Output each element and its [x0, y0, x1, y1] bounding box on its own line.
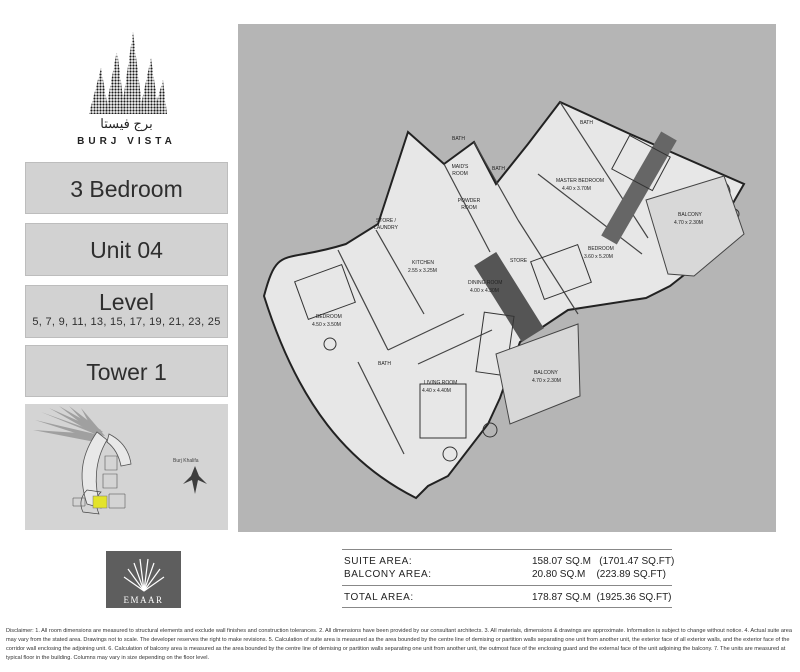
emaar-logo-text: EMAAR: [123, 595, 164, 605]
room-master-bedroom-size: 4.40 x 3.70M: [562, 186, 591, 192]
total-area-label: TOTAL AREA:: [344, 592, 414, 603]
room-powder-room-label: POWDER ROOM: [457, 198, 481, 211]
bedroom-count-panel: 3 Bedroom: [25, 162, 228, 214]
room-balcony-size: 4.70 x 2.30M: [674, 220, 703, 226]
area-table-top-rule: [342, 549, 672, 550]
burj-khalifa-label: Burj Khalifa: [173, 458, 199, 464]
room-store-label: STORE: [510, 258, 528, 264]
brand-arabic-name: برج فيستا: [100, 116, 153, 131]
room-balcony-size: 4.70 x 2.30M: [532, 378, 561, 384]
room-balcony-label: BALCONY: [534, 370, 558, 376]
room-bedroom-label: BEDROOM: [588, 246, 614, 252]
tower-logo-icon: [87, 28, 169, 116]
room-maids-room-label: MAID'S ROOM: [451, 164, 469, 177]
area-table-mid-rule: [342, 585, 672, 586]
suite-area-label: SUITE AREA:: [344, 556, 413, 567]
burj-vista-logo: [25, 24, 228, 156]
room-bath-label: BATH: [492, 166, 505, 172]
total-area-value: 178.87 SQ.M (1925.36 SQ.FT): [532, 592, 672, 603]
floor-plan: [238, 24, 776, 532]
room-bedroom-size: 4.50 x 3.50M: [312, 322, 341, 328]
suite-area-value: 158.07 SQ.M (1701.47 SQ.FT): [532, 556, 675, 567]
area-table-bottom-rule: [342, 607, 672, 608]
disclaimer-text: Disclaimer: 1. All room dimensions are measured to structural elements and exclude wall finishes and construction tolerances. 2. All dimensions have been provided by our consultant architects. 3. All materials, dimensions & drawings are approximate. Information is subject to change without notice. 4. Actual suite area may vary from the stated area. Drawings not to scale. The developer reserves the right to make revisions. 5. Calculation of suite area is measured as the area bounded by the centre line of demising or partition walls separating one unit from another unit, the exterior face of all exterior walls, and the exterior face of the corridor wall enclosing the adjoining unit. 6. Calculation of balcony area is measured as the area bounded by the centre line of demising or partition walls separating one unit from another unit, the outmost face of the enclosing guard and the external face of the unit adjoining the balcony. 7. The units are measured at typical floor in the building. Columns may vary in size depending on the floor level.: [6, 628, 793, 661]
level-panel: [25, 285, 228, 338]
key-plan: [25, 404, 228, 530]
room-balcony-label: BALCONY: [678, 212, 702, 218]
burj-khalifa-icon: [183, 466, 207, 494]
level-title: Level: [99, 289, 154, 315]
level-list: 5, 7, 9, 11, 13, 15, 17, 19, 21, 23, 25: [32, 316, 221, 328]
balcony-area-value: 20.80 SQ.M (223.89 SQ.FT): [532, 569, 666, 580]
room-bedroom-label: BEDROOM: [316, 314, 342, 320]
brand-english-name: BURJ VISTA: [77, 136, 176, 147]
emaar-logo: [106, 551, 181, 608]
room-bedroom-size: 3.60 x 5.20M: [584, 254, 613, 260]
room-bath-label: BATH: [378, 361, 391, 367]
room-kitchen-size: 2.55 x 3.25M: [408, 268, 437, 274]
balcony-area-label: BALCONY AREA:: [344, 569, 432, 580]
room-dining-room-label: DINING ROOM: [468, 280, 503, 286]
room-dining-room-size: 4.00 x 4.30M: [470, 288, 499, 294]
room-kitchen-label: KITCHEN: [412, 260, 434, 266]
unit-number-panel: Unit 04: [25, 223, 228, 276]
floor-plan-drawing: [238, 24, 776, 532]
room-store-laundry-label: STORE / LAUNDRY: [374, 218, 398, 231]
room-bath-label: BATH: [452, 136, 465, 142]
room-master-bedroom-label: MASTER BEDROOM: [556, 178, 605, 184]
room-living-room-label: LIVING ROOM: [424, 380, 458, 386]
tower-panel: Tower 1: [25, 345, 228, 397]
room-bath-label: BATH: [580, 120, 593, 126]
sunburst-icon: [122, 557, 166, 593]
site-key-plan-drawing: [25, 404, 228, 530]
room-living-room-size: 4.40 x 4.40M: [422, 388, 451, 394]
